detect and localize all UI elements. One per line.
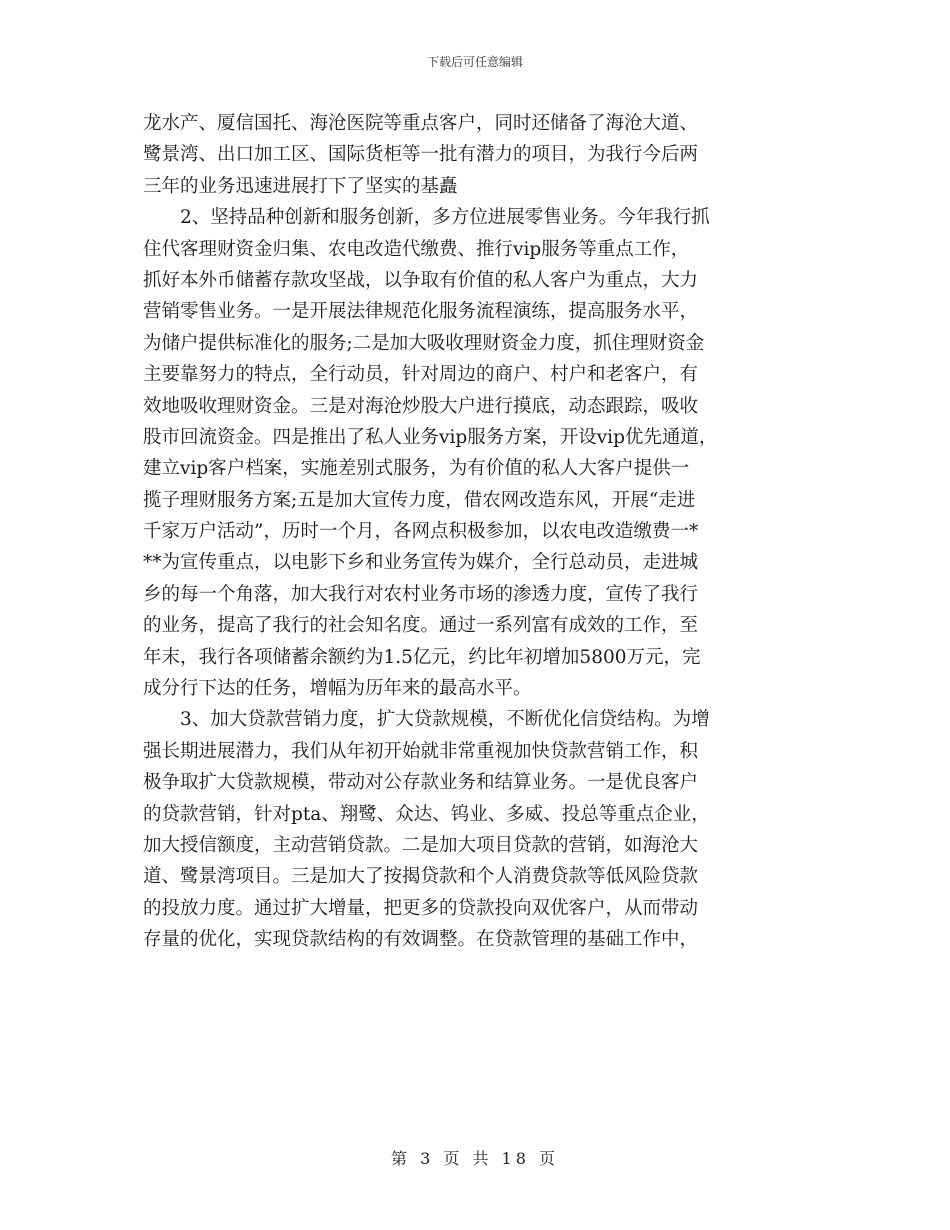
text-line: 的业务，提高了我行的社会知名度。通过一系列富有成效的工作，至: [143, 615, 699, 637]
text-line: 3、加大贷款营销力度，扩大贷款规模，不断优化信贷结构。为增: [180, 709, 710, 731]
page-header: 下载后可任意编辑: [426, 55, 523, 69]
text-line: 千家万户活动”，历时一个月，各网点积极参加，以农电改造缴费一*: [143, 521, 699, 543]
text-line: 加大授信额度，主动营销贷款。二是加大项目贷款的营销，如海沧大: [143, 834, 699, 856]
text-line: 鹭景湾、出口加工区、国际货柜等一批有潜力的项目，为我行今后两: [143, 144, 699, 166]
text-line: 主要靠努力的特点，全行动员，针对周边的商户、村户和老客户，有: [143, 364, 699, 386]
text-line: 2、坚持品种创新和服务创新，多方位进展零售业务。今年我行抓: [180, 207, 710, 229]
text-line: 营销零售业务。一是开展法律规范化服务流程演练，提高服务水平，: [143, 301, 699, 323]
text-line: 乡的每一个角落，加大我行对农村业务市场的渗透力度，宣传了我行: [143, 583, 699, 605]
text-line: 三年的业务迅速进展打下了坚实的基矗: [143, 175, 458, 197]
text-line: 住代客理财资金归集、农电改造代缴费、推行vip服务等重点工作，: [143, 238, 690, 260]
text-line: 龙水产、厦信国托、海沧医院等重点客户，同时还储备了海沧大道、: [143, 113, 699, 134]
text-line: 极争取扩大贷款规模，带动对公存款业务和结算业务。一是优良客户: [143, 772, 699, 794]
text-line: 存量的优化，实现贷款结构的有效调整。在贷款管理的基础工作中，: [143, 929, 699, 951]
text-line: 道、鹭景湾项目。三是加大了按揭贷款和个人消费贷款等低风险贷款: [143, 866, 699, 888]
text-line: 的投放力度。通过扩大增量，把更多的贷款投向双优客户，从而带动: [143, 897, 699, 919]
text-line: 的贷款营销，针对pta、翔鹭、众达、钨业、多威、投总等重点企业，: [143, 803, 710, 825]
text-line: 成分行下达的任务，增幅为历年来的最高水平。: [143, 678, 532, 700]
page-footer: 第 3 页 共 18 页: [391, 1149, 559, 1168]
text-line: 强长期进展潜力，我们从年初开始就非常重视加快贷款营销工作，积: [143, 740, 699, 762]
document-body: [143, 108, 833, 956]
text-line: 为储户提供标准化的服务;二是加大吸收理财资金力度，抓住理财资金: [143, 332, 705, 354]
text-line: 揽子理财服务方案;五是加大宣传力度，借农网改造东风，开展“走进: [143, 489, 696, 511]
text-line: 效地吸收理财资金。三是对海沧炒股大户进行摸底，动态跟踪，吸收: [143, 395, 699, 417]
text-line: 股市回流资金。四是推出了私人业务vip服务方案，开设vip优先通道，: [143, 426, 718, 448]
text-line: 年末，我行各项储蓄余额约为1.5亿元，约比年初增加5800万元，完: [143, 646, 701, 668]
text-line: 抓好本外币储蓄存款攻坚战，以争取有价值的私人客户为重点，大力: [143, 269, 699, 291]
text-line: **为宣传重点，以电影下乡和业务宣传为媒介，全行总动员，走进城: [143, 552, 699, 574]
text-line: 建立vip客户档案，实施差别式服务，为有价值的私人大客户提供一: [143, 458, 690, 480]
